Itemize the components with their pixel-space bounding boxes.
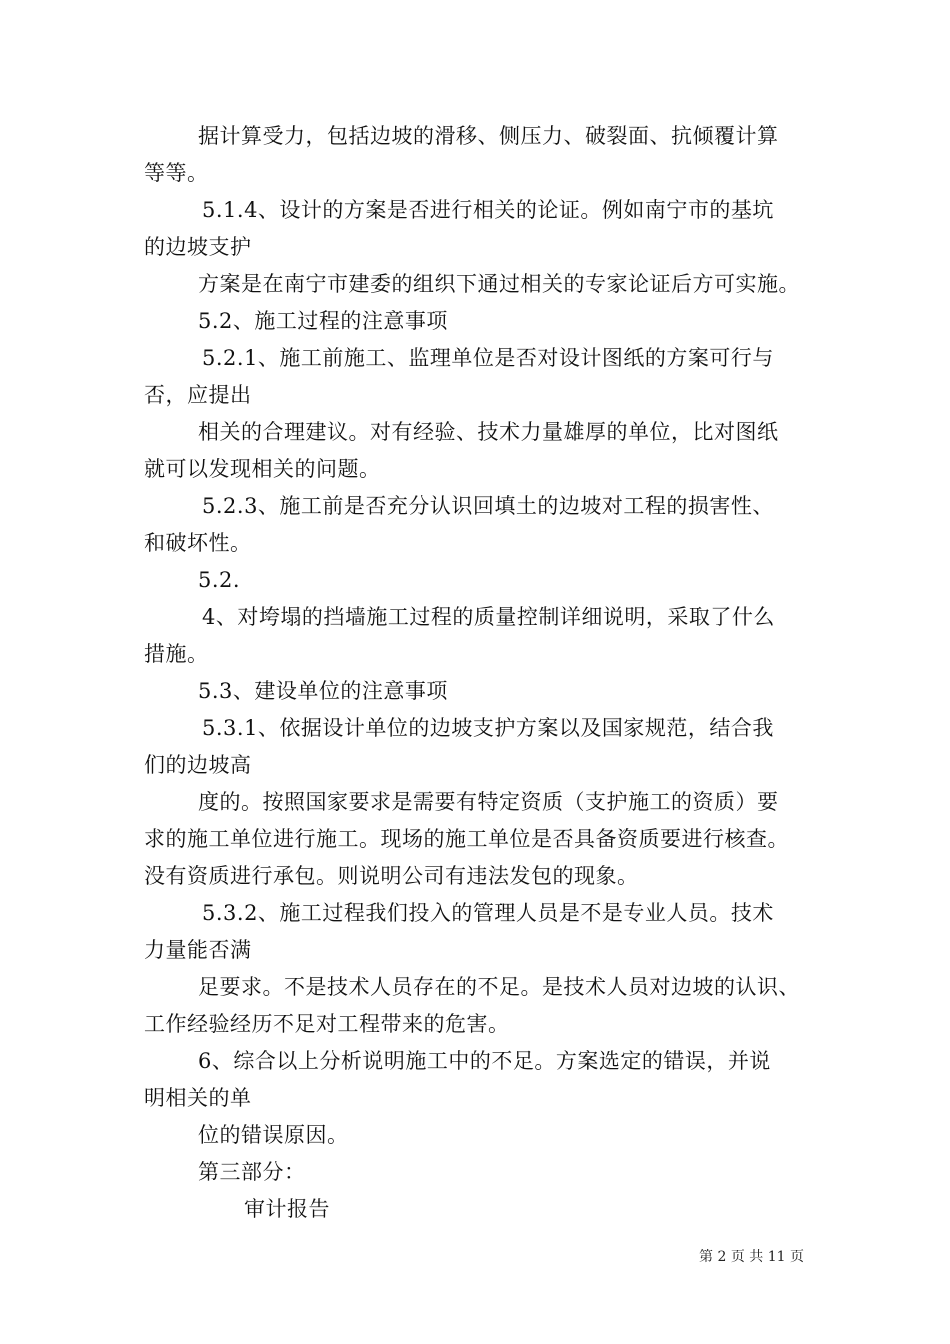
text-line: 求的施工单位进行施工。现场的施工单位是否具备资质要进行核查。	[144, 827, 789, 851]
section-heading: 5.2、施工过程的注意事项	[198, 309, 448, 333]
body-text	[144, 118, 814, 1228]
text-line: 力量能否满	[144, 938, 252, 962]
text-line: 5.2.1、施工前施工、监理单位是否对设计图纸的方案可行与	[202, 346, 774, 370]
text-line: 位的错误原因。	[198, 1123, 349, 1147]
text-line: 措施。	[144, 642, 209, 666]
text-line: 4、对垮塌的挡墙施工过程的质量控制详细说明，采取了什么	[202, 605, 775, 629]
text-line: 等等。	[144, 161, 209, 185]
text-line: 据计算受力，包括边坡的滑移、侧压力、破裂面、抗倾覆计算	[198, 124, 779, 148]
part-heading: 第三部分：	[198, 1160, 306, 1184]
text-line: 工作经验经历不足对工程带来的危害。	[144, 1012, 510, 1036]
text-line: 相关的合理建议。对有经验、技术力量雄厚的单位，比对图纸	[198, 420, 779, 444]
text-line: 度的。按照国家要求是需要有特定资质（支护施工的资质）要	[198, 790, 779, 814]
text-line: 5.1.4、设计的方案是否进行相关的论证。例如南宁市的基坑	[202, 198, 774, 222]
page-number: 第 2 页 共 11 页	[699, 1249, 804, 1265]
text-line: 5.2.3、施工前是否充分认识回填土的边坡对工程的损害性、	[202, 494, 774, 518]
text-line: 和破坏性。	[144, 531, 252, 555]
text-line: 5.2.	[198, 568, 241, 592]
text-line: 们的边坡高	[144, 753, 252, 777]
section-heading: 5.3、建设单位的注意事项	[198, 679, 448, 703]
report-title: 审计报告	[244, 1197, 330, 1221]
text-line: 没有资质进行承包。则说明公司有违法发包的现象。	[144, 864, 639, 888]
text-line: 5.3.2、施工过程我们投入的管理人员是不是专业人员。技术	[202, 901, 774, 925]
text-line: 明相关的单	[144, 1086, 252, 1110]
text-line: 足要求。不是技术人员存在的不足。是技术人员对边坡的认识、	[198, 975, 800, 999]
text-line: 的边坡支护	[144, 235, 252, 259]
text-line: 5.3.1、依据设计单位的边坡支护方案以及国家规范，结合我	[202, 716, 774, 740]
text-line: 6、综合以上分析说明施工中的不足。方案选定的错误，并说	[198, 1049, 771, 1073]
text-line: 方案是在南宁市建委的组织下通过相关的专家论证后方可实施。	[198, 272, 800, 296]
text-line: 就可以发现相关的问题。	[144, 457, 381, 481]
text-line: 否，应提出	[144, 383, 252, 407]
